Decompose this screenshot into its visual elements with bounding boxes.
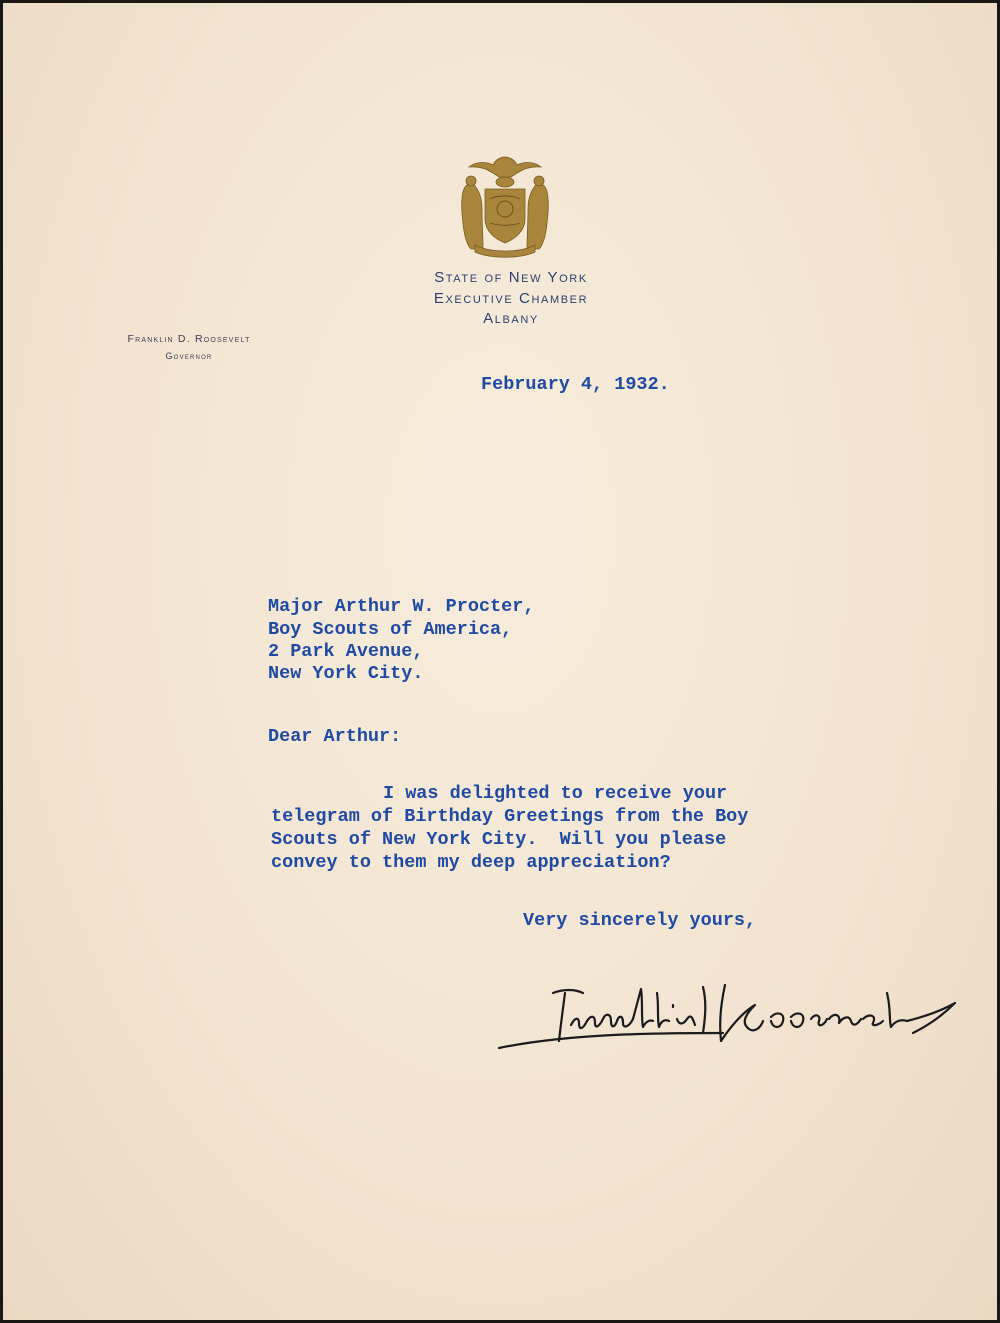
letter-page xyxy=(3,3,997,1320)
body-line: telegram of Birthday Greetings from the Boy xyxy=(271,806,749,827)
governor-name: Franklin D. Roosevelt xyxy=(127,333,251,345)
letterhead-city: Albany xyxy=(483,310,539,327)
letterhead-office: Executive Chamber xyxy=(433,290,589,307)
state-seal-icon xyxy=(455,153,555,258)
address-line: Boy Scouts of America, xyxy=(268,619,513,640)
address-line: New York City. xyxy=(268,663,424,684)
address-line: 2 Park Avenue, xyxy=(268,641,424,662)
body-line: Scouts of New York City. Will you please xyxy=(271,829,727,850)
signature xyxy=(493,963,963,1063)
closing: Very sincerely yours, xyxy=(523,910,757,931)
body-line: convey to them my deep appreciation? xyxy=(271,852,671,873)
governor-title: Governor xyxy=(165,351,213,361)
address-line: Major Arthur W. Procter, xyxy=(268,596,535,617)
letterhead-state: State of New York xyxy=(434,269,588,286)
body-line: I was delighted to receive your xyxy=(383,783,728,804)
salutation: Dear Arthur: xyxy=(268,726,402,747)
letter-date: February 4, 1932. xyxy=(481,374,670,395)
